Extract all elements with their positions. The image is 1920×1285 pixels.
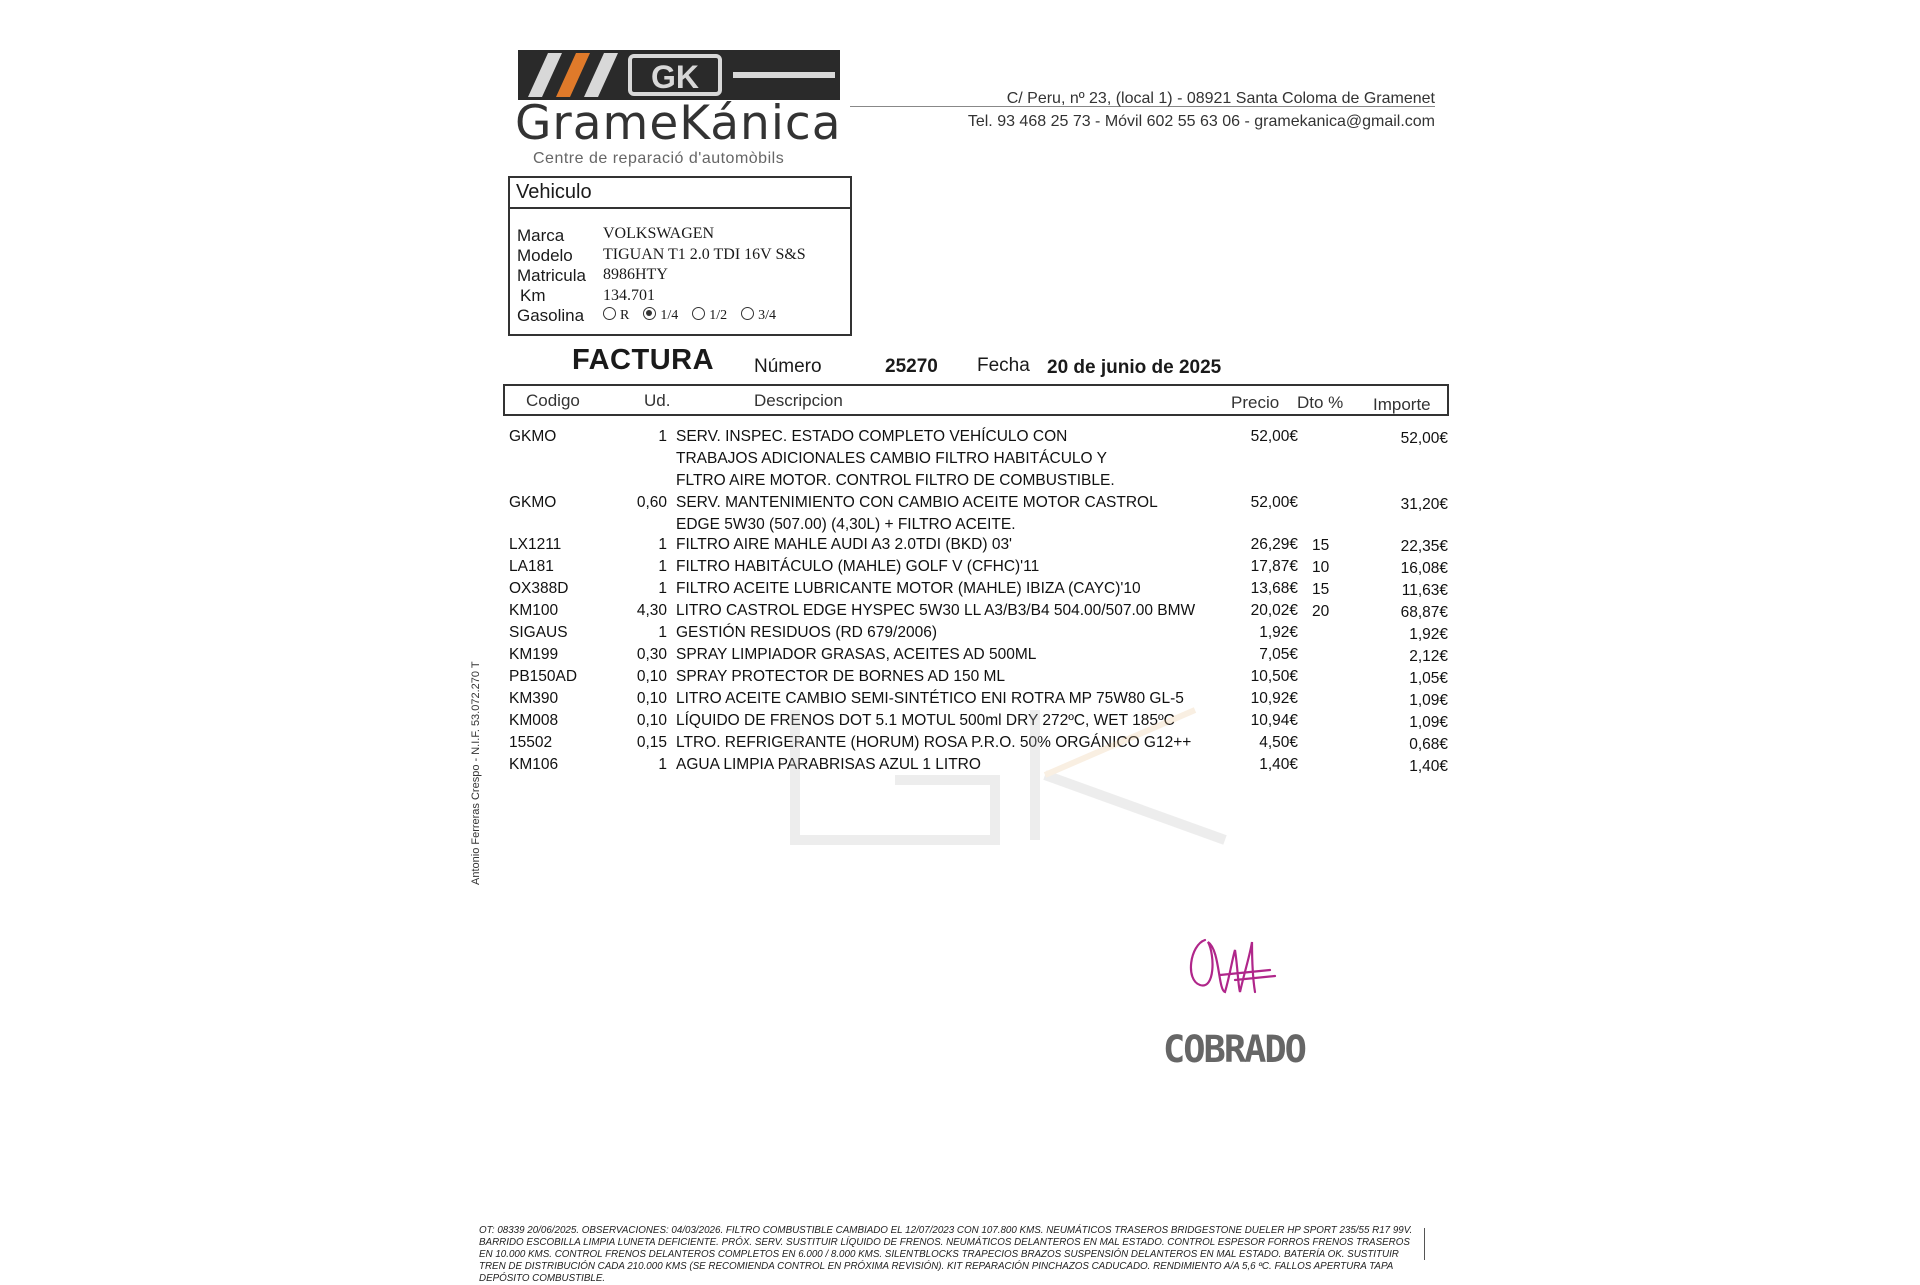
line-description-text: SPRAY PROTECTOR DE BORNES AD 150 ML (676, 668, 1006, 685)
line-quantity: 0,10 (636, 712, 667, 729)
modelo-label: Modelo (517, 246, 573, 265)
radio-checked-icon (643, 307, 656, 320)
fuel-option-label: 1/2 (709, 308, 728, 323)
line-importe: 1,05€ (1409, 670, 1448, 687)
line-price: 7,05€ (1259, 646, 1298, 663)
line-price: 1,40€ (1259, 756, 1298, 773)
invoice-number: 25270 (885, 356, 938, 377)
line-description (676, 578, 1141, 600)
line-description-text: TRABAJOS ADICIONALES CAMBIO FILTRO HABITÁCULO Y (676, 450, 1107, 467)
vehicle-box-title: Vehiculo (510, 178, 850, 209)
line-quantity: 0,15 (636, 734, 667, 751)
fuel-option (692, 307, 727, 324)
line-description-text: LTRO. REFRIGERANTE (HORUM) ROSA P.R.O. 50% ORGÁNICO G12++ (676, 734, 1192, 751)
fuel-option-label: 3/4 (758, 308, 777, 323)
line-description-text: FILTRO HABITÁCULO (MAHLE) GOLF V (CFHC)'11 (676, 558, 1040, 575)
line-importe: 16,08€ (1400, 560, 1448, 577)
line-code: LA181 (509, 558, 554, 575)
header-discount: Dto % (1297, 393, 1344, 412)
observations-text: OT: 08339 20/06/2025. OBSERVACIONES: 04/03/2026. FILTRO COMBUSTIBLE CAMBIADO EL 12/07/2023 CON 107.800 KMS. NEUMÁTICOS TRASEROS BRIDGESTONE DUELER HP SPORT 235/55 R17 99V. BARRIDO ESCOBILLA LIMPIA LUNETA DEFICIENTE. PRÓX. SERV. SUSTITUIR LÍQUIDO DE FRENOS. NEUMÁTICOS DELANTEROS EN MAL ESTADO. CONTROL ESPESOR FORROS FRENOS TRASEROS EN 10.000 KMS. CONTROL FRENOS DELANTEROS COMPLETOS EN 6.000 / 8.000 KMS. SILENTBLOCKS TRAPECIOS BRAZOS SUSPENSIÓN DELANTEROS EN MAL ESTADO. BATERÍA OK. SUSTITUIR TREN DE DISTRIBUCIÓN CADA 210.000 KMS (SE RECOMIENDA CONTROL EN PRÓXIMA REVISIÓN). KIT REPARACIÓN PINCHAZOS CADUCADO. RENDIMIENTO A/A 5,6 ºC. FALLOS APERTURA TAPA DEPÓSITO COMBUSTIBLE. (479, 1225, 1413, 1284)
line-quantity: 0,30 (636, 646, 667, 663)
table-header (503, 384, 1449, 416)
line-importe: 1,09€ (1409, 714, 1448, 731)
line-description-text: LITRO ACEITE CAMBIO SEMI-SINTÉTICO ENI ROTRA MP 75W80 GL-5 (676, 690, 1184, 707)
line-quantity: 1 (658, 624, 667, 641)
vehicle-box (508, 176, 852, 336)
line-code: LX1211 (509, 536, 562, 553)
fuel-option-label: 1/4 (660, 308, 679, 323)
line-quantity: 1 (658, 428, 667, 445)
line-code: PB150AD (509, 668, 578, 685)
line-price: 52,00€ (1250, 428, 1298, 445)
invoice-title: FACTURA (572, 344, 715, 376)
line-price: 10,94€ (1250, 712, 1298, 729)
company-address: C/ Peru, nº 23, (local 1) - 08921 Santa Coloma de Gramenet (1006, 90, 1435, 107)
line-price: 52,00€ (1250, 494, 1298, 511)
line-description (676, 622, 937, 644)
line-discount: 15 (1312, 537, 1330, 554)
line-quantity: 0,10 (636, 690, 667, 707)
line-price: 13,68€ (1250, 580, 1298, 597)
line-description (676, 492, 1158, 536)
legal-sidebar-text: Antonio Ferreras Crespo - N.I.F. 53.072.270 T (470, 661, 482, 885)
line-description-text: FILTRO AIRE MAHLE AUDI A3 2.0TDI (BKD) 03' (676, 536, 1013, 553)
line-description (676, 426, 1115, 492)
line-quantity: 1 (658, 536, 667, 553)
invoice-date-label: Fecha (977, 355, 1030, 376)
line-description-text: SERV. MANTENIMIENTO CON CAMBIO ACEITE MOTOR CASTROL (676, 494, 1158, 511)
line-quantity: 1 (658, 756, 667, 773)
line-quantity: 0,60 (636, 494, 667, 511)
radio-unchecked-icon (603, 307, 616, 320)
fuel-option-label: R (620, 308, 630, 323)
line-code: SIGAUS (509, 624, 568, 641)
line-code: GKMO (509, 428, 557, 445)
line-importe: 0,68€ (1409, 736, 1448, 753)
km-label: Km (520, 286, 546, 305)
line-code: KM008 (509, 712, 559, 729)
modelo-value: TIGUAN T1 2.0 TDI 16V S&S (603, 246, 806, 263)
line-price: 26,29€ (1250, 536, 1298, 553)
line-importe: 22,35€ (1400, 538, 1448, 555)
line-code: KM100 (509, 602, 559, 619)
line-discount: 20 (1312, 603, 1330, 620)
invoice-date: 20 de junio de 2025 (1047, 357, 1222, 378)
line-importe: 68,87€ (1400, 604, 1448, 621)
line-importe: 31,20€ (1400, 496, 1448, 513)
line-description (676, 644, 1036, 666)
matricula-value: 8986HTY (603, 266, 668, 283)
fuel-level-options (603, 306, 790, 324)
observations-divider (1424, 1228, 1425, 1260)
line-description-text: LITRO CASTROL EDGE HYSPEC 5W30 LL A3/B3/B4 504.00/507.00 BMW (676, 602, 1196, 619)
line-code: KM390 (509, 690, 559, 707)
line-code: 15502 (509, 734, 553, 751)
line-description-text: GESTIÓN RESIDUOS (RD 679/2006) (676, 624, 937, 641)
line-importe: 11,63€ (1401, 582, 1448, 599)
line-description (676, 556, 1039, 578)
gk-watermark (775, 690, 1235, 850)
header-code: Codigo (526, 391, 580, 410)
company-contact: Tel. 93 468 25 73 - Móvil 602 55 63 06 - gramekanica@gmail.com (967, 113, 1435, 130)
line-price: 1,92€ (1259, 624, 1298, 641)
marca-value: VOLKSWAGEN (603, 225, 715, 242)
line-importe: 1,40€ (1409, 758, 1448, 775)
logo-monogram: GK (651, 59, 699, 95)
line-price: 10,50€ (1250, 668, 1298, 685)
handwritten-signature (1180, 930, 1280, 1010)
line-description-text: LÍQUIDO DE FRENOS DOT 5.1 MOTUL 500ml DRY 272ºC, WET 185ºC (676, 712, 1175, 729)
line-importe: 1,92€ (1409, 626, 1448, 643)
line-quantity: 1 (658, 558, 667, 575)
line-price: 17,87€ (1250, 558, 1298, 575)
line-description (676, 534, 1012, 556)
paid-stamp: COBRADO (1163, 1028, 1305, 1071)
radio-unchecked-icon (741, 307, 754, 320)
line-importe: 52,00€ (1400, 430, 1448, 447)
marca-label: Marca (517, 226, 565, 245)
header-qty: Ud. (644, 391, 671, 410)
company-logo (518, 50, 840, 100)
line-description-text: EDGE 5W30 (507.00) (4,30L) + FILTRO ACEITE. (676, 516, 1016, 533)
line-quantity: 4,30 (636, 602, 667, 619)
invoice-number-label: Número (754, 356, 822, 377)
line-price: 4,50€ (1259, 734, 1298, 751)
line-importe: 1,09€ (1409, 692, 1448, 709)
line-quantity: 1 (658, 580, 667, 597)
fuel-option (643, 307, 678, 324)
header-importe: Importe (1373, 395, 1431, 414)
line-code: GKMO (509, 494, 557, 511)
fuel-option (603, 307, 629, 324)
company-subtitle: Centre de reparació d'automòbils (533, 150, 785, 167)
header-price: Precio (1231, 393, 1280, 412)
line-importe: 2,12€ (1409, 648, 1448, 665)
line-price: 20,02€ (1250, 602, 1298, 619)
matricula-label: Matricula (517, 266, 586, 285)
radio-unchecked-icon (692, 307, 705, 320)
line-quantity: 0,10 (636, 668, 667, 685)
km-value: 134.701 (603, 287, 655, 304)
line-description-text: AGUA LIMPIA PARABRISAS AZUL 1 LITRO (676, 756, 981, 773)
line-description-text: SPRAY LIMPIADOR GRASAS, ACEITES AD 500ML (676, 646, 1037, 663)
line-description-text: FLTRO AIRE MOTOR. CONTROL FILTRO DE COMBUSTIBLE. (676, 472, 1115, 489)
line-description-text: SERV. INSPEC. ESTADO COMPLETO VEHÍCULO CON (676, 428, 1068, 445)
line-discount: 10 (1312, 559, 1330, 576)
line-code: KM199 (509, 646, 559, 663)
line-description (676, 666, 1005, 688)
line-code: KM106 (509, 756, 559, 773)
fuel-option (741, 307, 776, 324)
line-price: 10,92€ (1250, 690, 1298, 707)
company-name: GrameKánica (515, 96, 842, 151)
line-discount: 15 (1312, 581, 1330, 598)
header-description: Descripcion (754, 391, 843, 410)
line-description (676, 600, 1195, 622)
line-description-text: FILTRO ACEITE LUBRICANTE MOTOR (MAHLE) IBIZA (CAYC)'10 (676, 580, 1141, 597)
line-code: OX388D (509, 580, 569, 597)
gasolina-label: Gasolina (517, 306, 585, 325)
